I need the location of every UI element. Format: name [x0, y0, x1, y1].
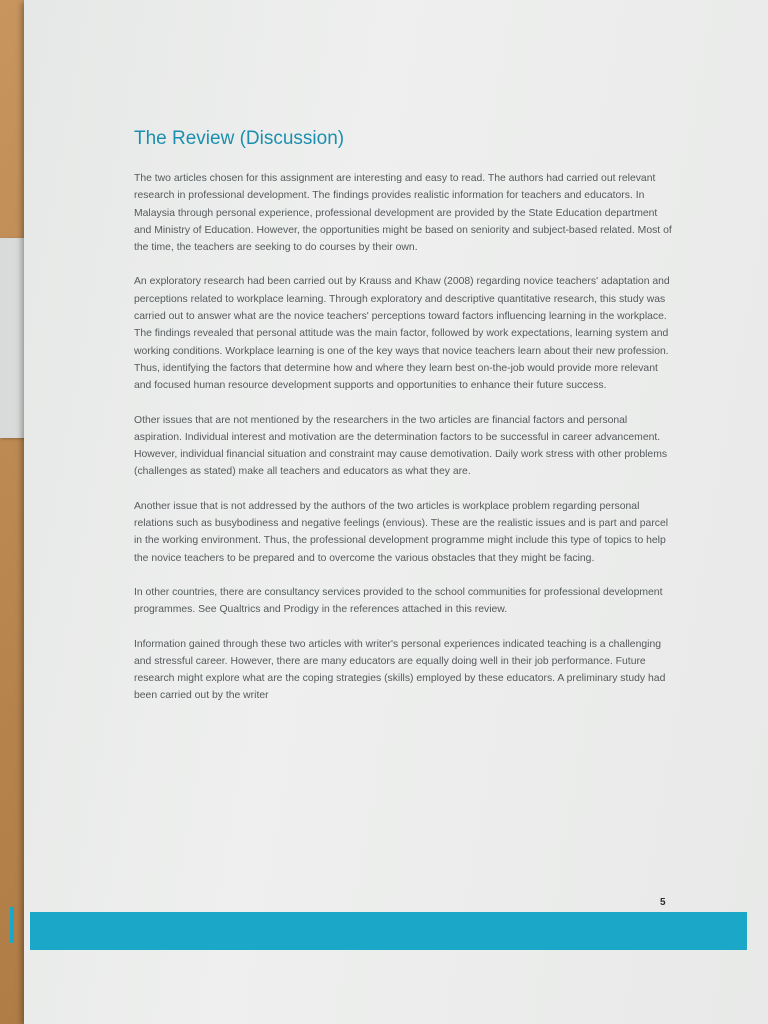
page-content [134, 128, 674, 722]
paragraph-1: The two articles chosen for this assignment are interesting and easy to read. The authors had carried out relevant research in professional development. The findings provides realistic information for teachers and educators. In Malaysia through personal experience, professional development are provided by the State Education department and Ministry of Education. However, the opportunities might be based on seniority and subject-based related. Most of the time, the teachers are seeking to do courses by their own. [134, 173, 672, 254]
paragraph-5: In other countries, there are consultancy services provided to the school communities for professional development programmes. See Qualtrics and Prodigy in the references attached in this review. [134, 586, 663, 616]
paragraph-3: Other issues that are not mentioned by the researchers in the two articles are financial factors and personal aspiration. Individual interest and motivation are the determination factors to be successful in career advancement. However, individual financial situation and constraint may cause demotivation. Daily work stress with other problems (challenges as stated) make all teachers and educators as what they are. [134, 414, 668, 478]
page-number: 5 [660, 897, 666, 908]
footer-bar [30, 912, 747, 950]
footer-accent-mark [10, 907, 14, 943]
paragraph-4: Another issue that is not addressed by the authors of the two articles is workplace problem regarding personal relations such as busybodiness and negative feelings (envious). These are the realistic issues and is part and parcel in the working environment. Thus, the professional development programme might include this type of topics to help the novice teachers to be prepared and to overcome the various obstacles that they might be facing. [134, 500, 669, 564]
paragraph-2: An exploratory research had been carried out by Krauss and Khaw (2008) regarding novice teachers' adaptation and perceptions related to workplace learning. Through exploratory and descriptive quantitative research, this study was carried out to answer what are the novice teachers' perceptions toward factors influencing learning in the workplace. The findings revealed that personal attitude was the main factor, followed by work expectations, learning system and working conditions. Workplace learning is one of the key ways that novice teachers learn about their new profession. Thus, identifying the factors that determine how and where they learn best on-the-job would provide more relevant and focused human resource development supports and opportunities to enhance their future success. [134, 276, 670, 392]
section-heading: The Review (Discussion) [134, 128, 345, 149]
paragraph-6: Information gained through these two articles with writer's personal experiences indicated teaching is a challenging and stressful career. However, there are many educators are equally doing well in their job performance. Future research might explore what are the coping strategies (skills) employed by these educators. A preliminary study had been carried out by the writer [134, 638, 666, 702]
document-page [24, 0, 768, 1024]
